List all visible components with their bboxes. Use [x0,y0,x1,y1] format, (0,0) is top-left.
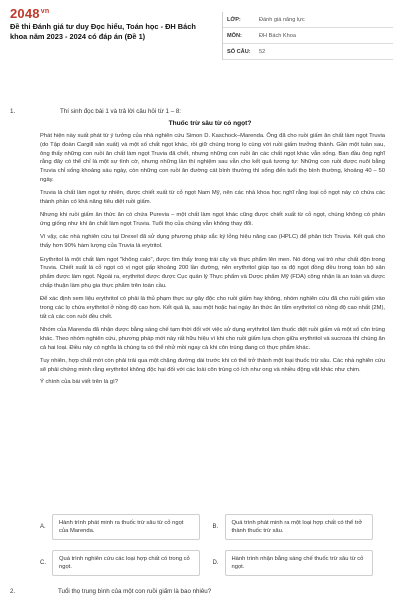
option-box[interactable]: Quá trình phát minh ra một loại hợp chất có thể trở thành thuốc trừ sâu. [225,514,373,540]
meta-row-count [223,44,393,60]
next-question [10,588,390,595]
option-c[interactable] [40,548,213,578]
logo-suffix: vn [40,7,50,15]
meta-row-class [223,12,393,28]
option-letter: C. [40,560,46,566]
question-text: Tuổi thọ trung bình của một con ruồi giấm là bao nhiêu? [58,588,212,595]
meta-key: LỚP: [227,16,241,23]
option-letter: A. [40,524,46,530]
logo-text: 2048 [10,6,40,21]
option-box[interactable]: Quá trình nghiên cứu các loại hợp chất có trong cỏ ngọt. [52,550,200,576]
question-prompt: Ý chính của bài viết trên là gì? [40,379,118,386]
question-number: 2. [10,588,16,595]
paragraph: Tuy nhiên, hợp chất mới còn phải trải qua một chặng đường dài trước khi có thể trở thành một loại thuốc trừ sâu. Các nhà nghiên cứu sẽ phải chứng minh rằng erythritol không độc hại đối với các loài côn trùng có ích như ong và nhiều động vật khác như chim. [40,358,385,373]
option-row [40,512,385,542]
paragraph: Vì vậy, các nhà nghiên cứu tại Drexel đã sử dụng phương pháp sắc ký lỏng hiệu năng cao (HPLC) để phân tích Truvia. Kết quả cho thấy hơn 90% hàm lượng của Truvia là erytritol. [40,234,385,250]
option-letter: D. [212,560,219,566]
paragraph: Erythritol là một chất làm ngọt "không calo", được tìm thấy trong trái cây và thực phẩm lên men. Nó đóng vai trò như chất độn trong Truvia. Chiết xuất lá cỏ ngọt có vị ngọt gấp khoảng 200 lần đường, nên erythritol giúp tạo ra độ ngọt đồng đều trong toàn bộ sản phẩm được làm ngọt. Ngoài ra, erythritol được được Cục quản lý Thực phẩm và Dược phẩm Mỹ (FDA) công nhận là an toàn và được chấp thuận làm phụ gia thực phẩm trên toàn cầu. [40,256,385,289]
option-letter: B. [212,524,219,530]
question-number: 1. [10,108,16,115]
option-row [40,548,385,578]
meta-value: Đánh giá năng lực [259,16,305,23]
paragraph: Truvia là chất làm ngọt tự nhiên, được chiết xuất từ cỏ ngọt Nam Mỹ, nên các nhà khoa học nghĩ rằng loại cỏ ngọt này có chứa các thành phần có khả năng tiêu diệt ruồi giấm. [40,190,385,206]
meta-value: 52 [259,48,266,55]
option-b[interactable] [213,512,386,542]
meta-row-subject [223,28,393,44]
meta-table [222,12,393,60]
paragraph: Nhóm của Marenda đã nhận được bằng sáng chế tạm thời đối với việc sử dụng erythritol làm thuốc diệt ruồi giấm và một số côn trùng khác. Theo nhóm nghiên cứu, phương pháp mới này rất hữu hiệu vì khi cho ruồi giấm lựa chọn giữa erythritol và sucroza thì chúng ăn cả hai loại. Điều này có nghĩa là chúng ta có thể nhử mồi ngay cả khi côn trùng đang có thực phẩm khác. [40,327,385,351]
meta-key: MÔN: [227,32,242,39]
paragraph: Để xác định xem liệu erythritol có phải là thủ phạm thực sự gây độc cho ruồi giấm hay không, nhóm nghiên cứu đã cho ruồi giấm vào trong các lọ chứa erythritol ở nồng độ cao hơn. Kết quả là, sau một hoặc hai ngày ăn thức ăn tẩm erythritol có nồng độ cao nhất (2M), tất cả các con ruồi đều chết. [40,296,385,320]
option-box[interactable]: Hành trình phát minh ra thuốc trừ sâu từ cỏ ngọt của Marenda. [52,514,200,540]
option-box[interactable]: Hành trình nhận bằng sáng chế thuốc trừ sâu từ cỏ ngọt. [225,550,373,576]
article-body [40,132,385,385]
paragraph: Phát hiện này xuất phát từ ý tưởng của nhà nghiên cứu Simon D. Kaschock–Marenda. Ông đã cho ruồi giấm ăn chất làm ngọt Truvia (do Tập đoàn Cargill sản xuất) và một số chất ngọt khác, rồi giữ chúng trong lọ cùng với ruồi giấm trưởng thành. Gần một tuần sau, ông thấy những con ruồi ăn chất làm ngọt Truvia đã chết, nhưng những con ruồi ăn các chất ngọt khác vẫn sống. Ban đầu ông nghĩ rằng đây có thể chỉ là một sự tình cờ, nhưng những lần thí nghiệm sau vẫn cho kết quả tương tự: Những con ruồi được nuôi bằng Truvia chỉ sống khoảng sáu ngày, còn những con ruồi ăn đường cát bình thường thì sống đến tuổi thọ bình thường, khoảng 40 – 50 ngày. [40,133,385,183]
document-title: Đề thi Đánh giá tư duy Đọc hiểu, Toán học - ĐH Bách khoa năm 2023 - 2024 có đáp án (Đề 1) [10,22,196,41]
answer-options [40,512,385,584]
question-intro: Thí sinh đọc bài 1 và trả lời câu hỏi từ 1 – 8: [60,108,182,115]
option-a[interactable] [40,512,213,542]
option-d[interactable] [213,548,386,578]
paragraph: Nhưng khi ruồi giấm ăn thức ăn có chứa Purevia – một chất làm ngọt khác cũng được chiết xuất từ cỏ ngọt, chúng không có phản ứng giống như khi ăn chất làm ngọt Truvia. Tuổi thọ của chúng vẫn không thay đổi. [40,212,385,228]
header [0,0,400,62]
article-title: Thuốc trừ sâu từ cỏ ngọt? [168,120,252,127]
site-logo[interactable] [10,6,49,21]
meta-key: SỐ CÂU: [227,48,251,55]
meta-value: ĐH Bách Khoa [259,32,297,39]
